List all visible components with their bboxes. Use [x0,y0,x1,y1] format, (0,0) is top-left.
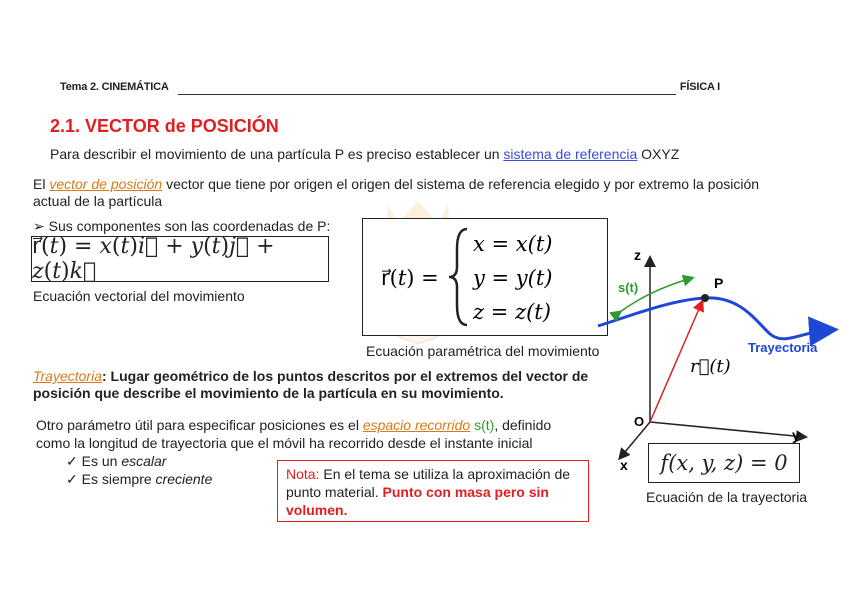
svg-text:z = z(t): z = z(t) [473,300,551,324]
components-line: ➢ Sus componentes son las coordenadas de P: [33,218,331,234]
parametric-equation-box [362,218,608,336]
check-item: ✓ Es siempre creciente [66,471,213,487]
vector-equation-box: r⃗(t) = x(t)i⃗ + y(t)j⃗ + z(t)k⃗ [31,236,329,282]
trajectory-equation-box: f(x, y, z) = 0 [648,443,800,483]
distance-term: espacio recorrido [362,417,471,433]
svg-text:x = x(t): x = x(t) [473,232,553,256]
point-p-label: P [714,275,724,291]
trajectory-definition: Trayectoria: Lugar geométrico de los puntos descritos por el extremos del vector de posición que describe el movimiento de la partícula en su movimiento. [33,368,589,401]
position-vector-term: vector de posición [49,176,163,192]
trajectory-term: Trayectoria [33,368,102,384]
check-item: ✓ Es un escalar [66,453,167,469]
distance-paragraph: Otro parámetro útil para especificar posiciones es el espacio recorrido s(t), definido como la longitud de trayectoria que el móvil ha recorrido desde el instante inicial ✓ Es un escalar ✓ Es siempre creciente [36,416,566,488]
reference-system-link[interactable]: sistema de referencia [503,146,638,162]
trajectory-label: Trayectoria [748,340,818,355]
y-label: y [792,427,800,443]
vector-equation-caption: Ecuación vectorial del movimiento [33,288,245,304]
point-p [701,294,709,302]
note-box: Nota: En el tema se utiliza la aproximación de punto material. Punto con masa pero sin volumen. [277,460,589,522]
parametric-equation-caption: Ecuación paramétrica del movimiento [366,343,600,359]
z-label: z [634,247,641,263]
s-label: s(t) [618,280,639,295]
svg-text:y = y(t): y = y(t) [473,266,553,290]
definition-paragraph: El vector de posición vector que tiene por origen el origen del sistema de referencia elegido y por extremo la posición actual de la partícula [33,176,760,209]
trajectory-diagram [590,240,840,470]
origin-label: O [634,414,645,429]
x-label: x [620,457,628,470]
intro-paragraph: Para describir el movimiento de una partícula P es preciso establecer un sistema de referencia OXYZ [50,146,680,162]
header-left: Tema 2. CINEMÁTICA [60,81,169,93]
r-label: r⃗(t) [690,356,731,377]
section-title: 2.1. VECTOR de POSICIÓN [50,116,279,136]
svg-text:r⃗(t) =: r⃗(t) = [381,266,439,290]
page-header [60,81,720,93]
header-right: FÍSICA I [679,81,720,93]
trajectory-equation-caption: Ecuación de la trayectoria [646,489,808,505]
y-axis [650,422,805,437]
